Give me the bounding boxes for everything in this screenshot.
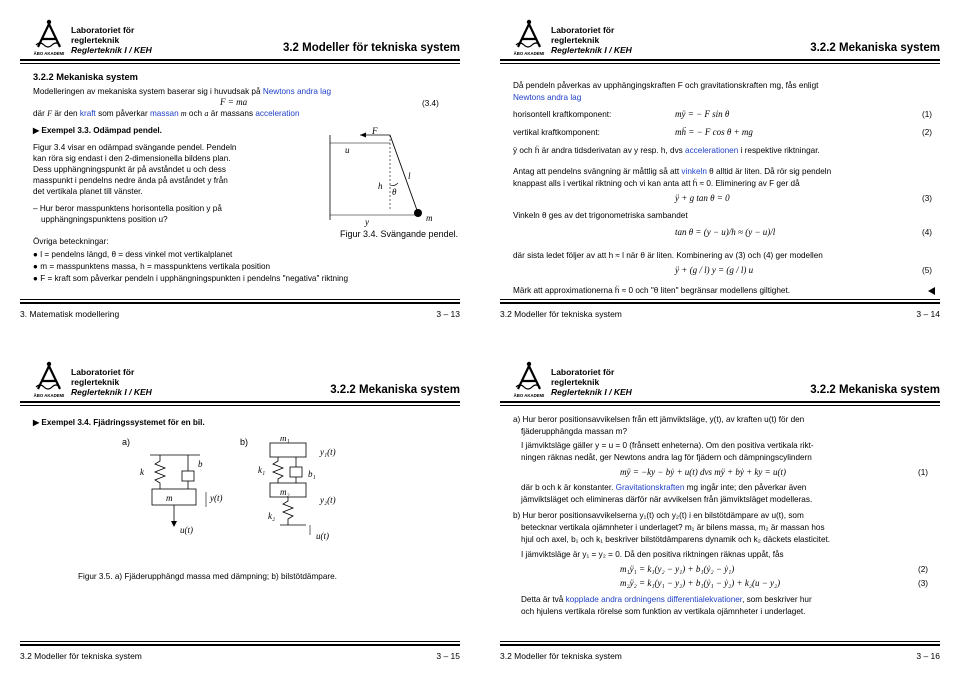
text-line: b) Hur beror positionsavvikelserna y₁(t) och y₂(t) i en bilstötdämpare av u(t), som — [513, 511, 804, 520]
equation-number: (4) — [922, 228, 933, 237]
text-line: Detta är två kopplade andra ordningens differentialekvationer, som beskriver hur — [521, 595, 812, 604]
inst-line-1: Laboratoriet för — [71, 25, 135, 35]
figure-caption: Figur 3.5. a) Fjäderupphängd massa med dämpning; b) bilstötdämpare. — [78, 572, 337, 581]
section-heading: 3.2.2 Mekaniska system — [33, 72, 138, 82]
svg-text:k: k — [140, 467, 144, 477]
paragraph-intro: Modelleringen av mekaniska system baserar sig i huvudsak på Newtons andra lag — [33, 87, 332, 96]
svg-text:a): a) — [122, 437, 131, 447]
footer-title: 3.2 Modeller för tekniska system — [500, 651, 622, 661]
svg-text:b: b — [198, 459, 203, 469]
text-line: kan röra sig endast i den 2-dimensionella bildens plan. — [33, 154, 231, 163]
suspension-figure — [110, 437, 370, 577]
link-vinkeln[interactable]: vinkeln — [681, 167, 707, 176]
svg-text:ÅBO AKADEMI: ÅBO AKADEMI — [33, 51, 65, 56]
notation-heading: Övriga beteckningar: — [33, 237, 109, 246]
text-line: Då pendeln påverkas av upphängingskraften F och gravitationskraften mg, fås enligt — [513, 81, 819, 90]
text-line: Märk att approximationerna ḧ ≈ 0 och "θ liten" begränsar modellens giltighet. — [513, 286, 791, 295]
back-arrow-icon[interactable] — [928, 287, 935, 295]
link-gravitation[interactable]: Gravitationskraften — [615, 483, 685, 492]
equation-1: mÿ = − F sin θ — [675, 109, 730, 119]
svg-text:m₁: m₁ — [280, 437, 290, 443]
equation-2: mḧ = − F cos θ + mg — [675, 127, 753, 137]
slide-footer — [500, 641, 940, 663]
svg-text:m: m — [166, 493, 173, 503]
text-line: där b och k är konstanter. Gravitationskraften mg ingår inte; den påverkar även — [521, 483, 807, 492]
link-newtons-law[interactable]: Newtons andra lag — [513, 93, 582, 102]
svg-text:k₂: k₂ — [268, 511, 276, 521]
abo-akademi-logo — [30, 359, 68, 399]
svg-text:u(t): u(t) — [316, 531, 329, 541]
page-number: 3 – 15 — [436, 651, 460, 661]
svg-text:ÅBO AKADEMI: ÅBO AKADEMI — [33, 393, 65, 398]
text-line: där sista ledet följer av att h ≈ l när θ är liten. Kombinering av (3) och (4) ger modellen — [513, 251, 823, 260]
slide-title: 3.2.2 Mekaniska system — [810, 384, 940, 396]
text-line: jämviktsläget och elimineras därför när avvikelsen från jämviktsläget modelleras. — [521, 495, 813, 504]
question-line: – Hur beror masspunktens horisontella position y på — [33, 204, 222, 213]
page-number: 3 – 16 — [916, 651, 940, 661]
slide-footer — [500, 299, 940, 321]
label-horizontal: horisontell kraftkomponent: — [513, 110, 612, 119]
equation-5: ÿ + (g / l) y = (g / l) u — [675, 265, 754, 275]
slide-3-15 — [20, 357, 460, 663]
svg-text:b): b) — [240, 437, 249, 447]
footer-title: 3. Matematisk modellering — [20, 309, 120, 319]
text-line: hjul och axel, b₁ och k₁ beskriver bilstötdämparens dynamik och k₂ däckets elasticitet. — [521, 535, 831, 544]
svg-text:b₁: b₁ — [308, 469, 316, 479]
text-line: ÿ och ḧ är andra tidsderivatan av y resp. h, dvs accelerationen i respektive riktningar. — [513, 146, 820, 155]
equation-number: (2) — [918, 565, 929, 574]
paragraph-where: där F är den kraft som påverkar massan m och a är massans acceleration — [33, 109, 300, 118]
fig-label-m: m — [426, 213, 433, 223]
figure-caption: Figur 3.4. Svängande pendel. — [340, 229, 459, 239]
equation-4: tan θ = (y − u)/h ≈ (y − u)/l — [675, 227, 776, 237]
equation-number: (1) — [922, 110, 933, 119]
fig-label-h: h — [378, 181, 383, 191]
example-heading: ▶ Exempel 3.3. Odämpad pendel. — [33, 126, 162, 135]
text-line: a) Hur beror positionsavvikelsen från ett jämviktsläge, y(t), av kraften u(t) för den — [513, 415, 805, 424]
notation-item: ● F = kraft som påverkar pendeln i upphängningspunkten i pendelns "negativa" riktning — [33, 274, 349, 283]
fig-label-F: F — [372, 126, 378, 136]
equation-1: mÿ = −ky − bẏ + u(t) dvs mÿ + bẏ + ky = u(t) — [620, 467, 786, 477]
slide-footer — [20, 299, 460, 321]
text-line: betecknar vertikala ojämnheter i underlaget? m₁ är bilens massa, m₂ är massan hos — [521, 523, 825, 532]
svg-text:m₂: m₂ — [280, 487, 290, 497]
slide-title: 3.2.2 Mekaniska system — [810, 42, 940, 54]
slide-title: 3.2.2 Mekaniska system — [330, 384, 460, 396]
equation-number: (3) — [918, 579, 929, 588]
link-kraft[interactable]: kraft — [79, 109, 96, 118]
institution-label: Laboratoriet för reglerteknik Reglerteknik I / KEH — [71, 367, 152, 397]
equation-number: (5) — [922, 266, 933, 275]
text-line: det vertikala planet till vänster. — [33, 187, 143, 196]
equation-3: m₂ÿ₂ = k₁(y₁ − y₂) + b₁(ẏ₁ − ẏ₂) + k₂(u − y₂) — [620, 578, 781, 588]
fig-label-u: u — [345, 145, 350, 155]
equation-number: (1) — [918, 468, 929, 477]
text-line: Figur 3.4 visar en odämpad svängande pendel. Pendeln — [33, 143, 237, 152]
link-newtons-law[interactable]: Newtons andra lag — [262, 87, 332, 96]
slide-header — [20, 357, 460, 402]
abo-akademi-logo — [30, 17, 68, 57]
slide-footer — [20, 641, 460, 663]
equation-number: (2) — [922, 128, 933, 137]
text-line: knappast alls i vertikal riktning och vi kan anta att ḧ ≈ 0. Eliminering av F ger då — [513, 179, 800, 188]
text-line: I jämviktsläge är y₁ = y₂ = 0. Då den positiva riktningen räknas uppåt, fås — [521, 550, 784, 559]
text-line: masspunkt i pendelns nedre ända på avståndet y från — [33, 176, 228, 185]
question-line: upphängningspunktens position u? — [41, 215, 168, 224]
slide-3-13 — [20, 15, 460, 321]
pendulum-figure — [320, 125, 440, 235]
institution-label — [71, 25, 152, 55]
text-line: fjäderupphängda massan m? — [521, 427, 628, 436]
text-line: Dess upphängningspunkt är på avståndet u och dess — [33, 165, 226, 174]
fig-label-l: l — [408, 171, 411, 181]
notation-item: ● l = pendelns längd, θ = dess vinkel mot vertikalplanet — [33, 250, 233, 259]
institution-label: Laboratoriet för reglerteknik Reglerteknik I / KEH — [551, 25, 632, 55]
abo-akademi-logo — [510, 17, 548, 57]
equation-3: ÿ + g tan θ = 0 — [675, 193, 730, 203]
slide-header — [20, 15, 460, 60]
link-coupled-ode[interactable]: kopplade andra ordningens differentialekvationer — [565, 595, 743, 604]
equation-number: (3) — [922, 194, 933, 203]
text-line: och hjulens vertikala rörelse som funktion av vertikala ojämnheter i underlaget. — [521, 607, 806, 616]
footer-title: 3.2 Modeller för tekniska system — [500, 309, 622, 319]
svg-text:y(t): y(t) — [210, 493, 223, 503]
page-number: 3 – 14 — [916, 309, 940, 319]
text-line: ningen räknas nedåt, ger Newtons andra lag för fjädern och dämpningscylindern — [521, 453, 812, 462]
slide-header — [500, 357, 940, 402]
slide-header — [500, 15, 940, 60]
svg-text:ÅBO AKADEMI: ÅBO AKADEMI — [513, 393, 545, 398]
svg-text:y₁(t): y₁(t) — [320, 447, 336, 457]
svg-text:u(t): u(t) — [180, 525, 193, 535]
notation-item: ● m = masspunktens massa, h = masspunktens vertikala position — [33, 262, 271, 271]
link-massan[interactable]: massan — [149, 109, 179, 118]
inst-line-3: Reglerteknik I / KEH — [71, 45, 152, 55]
svg-text:ÅBO AKADEMI: ÅBO AKADEMI — [513, 51, 545, 56]
equation-2: m₁ÿ₁ = k₁(y₂ − y₁) + b₁(ẏ₂ − ẏ₁) — [620, 564, 735, 574]
equation-3-4: F = ma — [220, 97, 248, 107]
link-acceleration[interactable]: accelerationen — [685, 146, 739, 155]
example-heading: ▶ Exempel 3.4. Fjädringssystemet för en bil. — [33, 418, 205, 427]
slide-3-14 — [500, 15, 940, 321]
triangle-icon: ▶ — [33, 418, 42, 427]
inst-line-2: reglerteknik — [71, 35, 120, 45]
text-line: Antag att pendelns svängning är måttlig så att vinkeln θ alltid är liten. Då rör sig pendeln — [513, 167, 832, 176]
page-number: 3 – 13 — [436, 309, 460, 319]
fig-label-theta: θ — [392, 187, 397, 197]
label-vertical: vertikal kraftkomponent: — [513, 128, 600, 137]
text-line: Vinkeln θ ges av det trigonometriska sambandet — [513, 211, 688, 220]
svg-text:y₂(t): y₂(t) — [320, 495, 336, 505]
abo-akademi-logo — [510, 359, 548, 399]
footer-title: 3.2 Modeller för tekniska system — [20, 651, 142, 661]
triangle-icon: ▶ — [33, 126, 42, 135]
text-line: I jämviktsläge gäller y = u = 0 (frånsett enheterna). Om den positiva vertikala rikt- — [521, 441, 814, 450]
slide-title: 3.2 Modeller för tekniska system — [282, 42, 460, 54]
institution-label: Laboratoriet för reglerteknik Reglerteknik I / KEH — [551, 367, 632, 397]
slide-3-16 — [500, 357, 940, 663]
link-acceleration[interactable]: acceleration — [255, 109, 300, 118]
fig-label-y: y — [365, 217, 369, 227]
svg-text:k₁: k₁ — [258, 465, 266, 475]
equation-number: (3.4) — [422, 99, 439, 108]
